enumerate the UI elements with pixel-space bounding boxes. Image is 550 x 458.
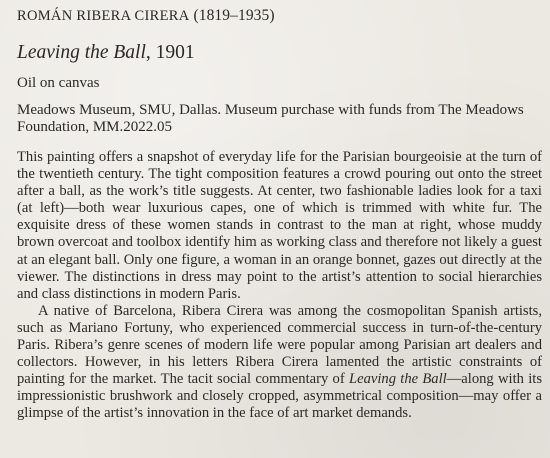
paragraph-2-part-2: —along with its impressionistic brushwork and closely cropped, asymmetrical composition—may offer a glimpse of the artist’s innovation in the face of art market demands. bbox=[17, 371, 542, 422]
artist-dates: (1819–1935) bbox=[193, 7, 275, 24]
paragraph-2-part-1: A native of Barcelona, Ribera Cirera was among the cosmopolitan Spanish artists, such as Mariano Fortuny, who experienced commercial success in turn-of-the-century Paris. Ribera’s genre scenes of modern life were popular among Parisian art dealers and collectors. However, in his letters Ribera Cirera lamented the artistic constraints of painting for the market. The tacit social commentary of bbox=[17, 302, 542, 388]
paragraph-1: This painting offers a snapshot of everyday life for the Parisian bourgeoisie at the turn of the twentieth century. The tight composition features a crowd pouring out onto the street after a ball, as the work’s title suggests. At center, two fashionable ladies look for a taxi (at left)—both wear luxurious capes, one of which is trimmed with white fur. The exquisite dress of these women stands in contrast to the man at right, whose muddy brown overcoat and toolbox identify him as working class and therefore not likely a guest at an elegant ball. Only one figure, a woman in an orange bonnet, gazes out directly at the viewer. The distinctions in dress may point to the artist’s attention to social hierarchies and class distinctions in modern Paris. bbox=[17, 149, 542, 302]
credit-line-2: Foundation, MM.2022.05 bbox=[17, 119, 173, 135]
artwork-title-line bbox=[17, 42, 542, 64]
paragraph-2-title: Leaving the Ball bbox=[348, 371, 447, 388]
artist-line bbox=[17, 6, 542, 26]
museum-wall-label bbox=[17, 6, 542, 423]
artwork-title: Leaving the Ball bbox=[17, 42, 146, 63]
artwork-year: 1901 bbox=[155, 42, 195, 63]
artwork-medium: Oil on canvas bbox=[17, 75, 100, 91]
artist-name: ROMÁN RIBERA CIRERA bbox=[17, 8, 190, 24]
credit-line-1: Meadows Museum, SMU, Dallas. Museum purchase with funds from The Meadows bbox=[17, 102, 524, 118]
label-body bbox=[17, 149, 542, 423]
title-year-separator: , bbox=[145, 42, 156, 63]
paragraph-2 bbox=[17, 303, 542, 423]
credit-line bbox=[17, 102, 542, 136]
